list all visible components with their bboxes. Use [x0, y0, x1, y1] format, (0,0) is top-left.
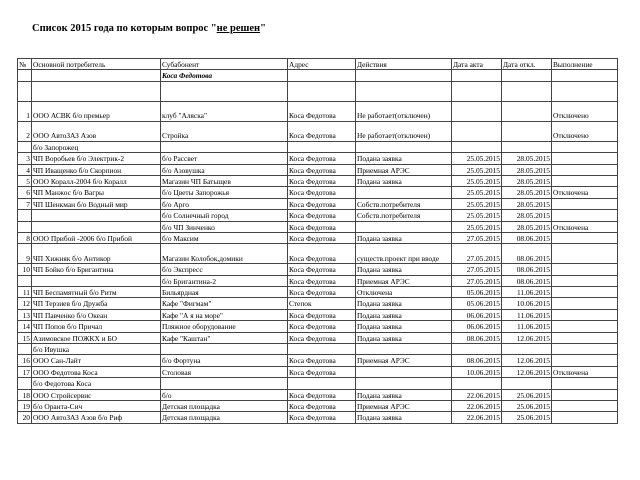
cell-act-date	[452, 81, 502, 101]
cell-act-date: 22.06.2015	[452, 400, 502, 411]
cell-done	[552, 198, 618, 209]
cell-done	[552, 164, 618, 175]
cell-done	[552, 298, 618, 309]
cell-subscriber	[161, 378, 288, 389]
cell-off-date: 25.06.2015	[502, 389, 552, 400]
cell-act-date: 22.06.2015	[452, 389, 502, 400]
cell-done	[552, 344, 618, 355]
cell-action: Подана заявка	[356, 153, 452, 164]
cell-subscriber: Столовая	[161, 366, 288, 377]
cell-done	[552, 81, 618, 101]
cell-action: Не работает(отключен)	[356, 101, 452, 121]
cell-address: Коса Федотова	[288, 321, 356, 332]
table-row	[18, 400, 618, 411]
table-row	[18, 332, 618, 343]
cell-consumer: ЧП Шенкман б/о Водный мир	[32, 198, 161, 209]
cell-off-date	[502, 81, 552, 101]
cell-number: 8	[18, 232, 32, 243]
cell-act-date: 06.06.2015	[452, 321, 502, 332]
cell-number	[18, 221, 32, 232]
cell-consumer: б/о Запорожец	[32, 141, 161, 152]
cell-consumer: б/о Оранта-Сич	[32, 400, 161, 411]
table-row	[18, 366, 618, 377]
cell-action: Подана заявка	[356, 309, 452, 320]
cell-done	[552, 400, 618, 411]
table-row	[18, 389, 618, 400]
cell-off-date	[502, 101, 552, 121]
cell-act-date	[452, 344, 502, 355]
cell-address	[288, 344, 356, 355]
cell-subscriber: б/о Арго	[161, 198, 288, 209]
cell-off-date	[502, 141, 552, 152]
cell-subscriber	[161, 141, 288, 152]
cell-off-date: 28.05.2015	[502, 187, 552, 198]
table-row	[18, 378, 618, 389]
cell-action	[356, 141, 452, 152]
table-row	[18, 264, 618, 275]
cell-act-date: 22.06.2015	[452, 412, 502, 423]
cell-number	[18, 210, 32, 221]
cell-number	[18, 275, 32, 286]
cell-action: Подана заявка	[356, 321, 452, 332]
cell-act-date: 25.05.2015	[452, 153, 502, 164]
cell-number: 16	[18, 355, 32, 366]
cell-address: Коса Федотова	[288, 164, 356, 175]
cell-address: Коса Федотова	[288, 287, 356, 298]
cell-address	[288, 81, 356, 101]
cell-subscriber: Магазин ЧП Батыщев	[161, 175, 288, 186]
cell-subscriber	[161, 344, 288, 355]
cell-consumer	[32, 221, 161, 232]
cell-number: 15	[18, 332, 32, 343]
table-row	[18, 321, 618, 332]
cell-number: 1	[18, 101, 32, 121]
cell-off-date: 08.06.2015	[502, 244, 552, 264]
cell-address: Коса Федотова	[288, 244, 356, 264]
cell-address	[288, 378, 356, 389]
cell-off-date: 28.05.2015	[502, 221, 552, 232]
cell-act-date: 05.06.2015	[452, 287, 502, 298]
cell-number: 3	[18, 153, 32, 164]
cell-subscriber: Кафе "А я на море"	[161, 309, 288, 320]
cell-act-date: 25.05.2015	[452, 164, 502, 175]
cell-off-date: 25.06.2015	[502, 412, 552, 423]
cell-action: Подана заявка	[356, 175, 452, 186]
cell-action: Подана заявка	[356, 232, 452, 243]
cell-subscriber: клуб "Аляска"	[161, 101, 288, 121]
cell-number: 17	[18, 366, 32, 377]
cell-subscriber: Магазин Колобок,домики	[161, 244, 288, 264]
cell-subscriber	[161, 81, 288, 101]
cell-consumer: ООО Федотова Коса	[32, 366, 161, 377]
cell-done: Отключена	[552, 366, 618, 377]
subheader-row	[18, 70, 618, 81]
col-header-address: Адрес	[288, 59, 356, 70]
cell-number: 6	[18, 187, 32, 198]
cell-done: Отключена	[552, 221, 618, 232]
cell-number: 2	[18, 121, 32, 141]
cell-done	[552, 332, 618, 343]
cell-subscriber: Кафе "Каштан"	[161, 332, 288, 343]
cell-subscriber: Детская площадка	[161, 400, 288, 411]
cell-act-date: 27.05.2015	[452, 264, 502, 275]
cell-action: Подана заявка	[356, 332, 452, 343]
cell-done	[552, 232, 618, 243]
cell-act-date: 08.06.2015	[452, 332, 502, 343]
cell-act-date	[452, 121, 502, 141]
cell-number: 7	[18, 198, 32, 209]
cell-number: 18	[18, 389, 32, 400]
cell-done	[552, 153, 618, 164]
cell-consumer: ЧП Иващенко б/о Скорпион	[32, 164, 161, 175]
cell-address: Коса Федотова	[288, 389, 356, 400]
title-prefix: Список 2015 года по которым вопрос "	[32, 23, 217, 34]
table-row	[18, 141, 618, 152]
cell-action	[356, 81, 452, 101]
cell-action: Подана заявка	[356, 264, 452, 275]
cell-subscriber: б/о Бригантина-2	[161, 275, 288, 286]
cell-act-date	[452, 378, 502, 389]
cell-subscriber: Кафе "Фигмам"	[161, 298, 288, 309]
cell-done	[552, 309, 618, 320]
cell-subscriber: б/о ЧП Зинченко	[161, 221, 288, 232]
cell-number	[18, 344, 32, 355]
cell-off-date: 08.06.2015	[502, 232, 552, 243]
cell-off-date	[502, 378, 552, 389]
cell-action	[356, 187, 452, 198]
cell-address: Коса Федотова	[288, 412, 356, 423]
cell-subscriber: б/о Фортуна	[161, 355, 288, 366]
cell-subscriber: б/о Экспресс	[161, 264, 288, 275]
section-subheader: Коса Федотова	[161, 70, 288, 81]
cell-action: Приемная АРЭС	[356, 355, 452, 366]
cell-action	[356, 378, 452, 389]
cell-act-date	[452, 101, 502, 121]
cell-act-date: 25.05.2015	[452, 198, 502, 209]
cell-number: 19	[18, 400, 32, 411]
cell-number: 5	[18, 175, 32, 186]
cell-act-date: 27.05.2015	[452, 275, 502, 286]
cell-act-date	[452, 141, 502, 152]
data-table	[17, 58, 618, 424]
cell-off-date: 11.06.2015	[502, 321, 552, 332]
cell-off-date: 12.06.2015	[502, 366, 552, 377]
table-row	[18, 298, 618, 309]
col-header-number: №	[18, 59, 32, 70]
table-row	[18, 153, 618, 164]
cell-address: Коса Федотова	[288, 121, 356, 141]
cell-off-date: 08.06.2015	[502, 275, 552, 286]
cell-consumer: ЧП Манжос б/о Вагры	[32, 187, 161, 198]
cell-done	[552, 264, 618, 275]
cell-off-date: 10.06.2015	[502, 298, 552, 309]
table-row	[18, 275, 618, 286]
cell-subscriber: б/о Цветы Запорожья	[161, 187, 288, 198]
cell-number: 14	[18, 321, 32, 332]
cell-consumer: ЧП Воробьев б/о Электрик-2	[32, 153, 161, 164]
col-header-done: Выполнение	[552, 59, 618, 70]
table-row	[18, 287, 618, 298]
table-row	[18, 232, 618, 243]
cell-subscriber: б/о Солнечный город	[161, 210, 288, 221]
cell-action: Подана заявка	[356, 412, 452, 423]
cell-consumer: ООО АвтоЗАЗ Азов б/о Риф	[32, 412, 161, 423]
cell-subscriber: б/о Рассвет	[161, 153, 288, 164]
cell-action: Собств.потребителя	[356, 198, 452, 209]
cell-address: Коса Федотова	[288, 187, 356, 198]
col-header-off-date: Дата откл.	[502, 59, 552, 70]
cell-address: Степок	[288, 298, 356, 309]
cell-action: Подана заявка	[356, 298, 452, 309]
document-title	[32, 23, 266, 34]
cell-done: Отключено	[552, 101, 618, 121]
table-row	[18, 121, 618, 141]
cell-off-date: 25.06.2015	[502, 400, 552, 411]
cell-address: Коса Федотова	[288, 355, 356, 366]
cell-address: Коса Федотова	[288, 309, 356, 320]
cell-off-date	[502, 344, 552, 355]
cell-off-date: 11.06.2015	[502, 287, 552, 298]
cell-consumer: б/о Федотова Коса	[32, 378, 161, 389]
cell-number: 12	[18, 298, 32, 309]
cell-subscriber: б/о Максим	[161, 232, 288, 243]
header-row	[18, 59, 618, 70]
cell-consumer: Азимовское ПОЖКХ и БО	[32, 332, 161, 343]
cell-consumer	[32, 275, 161, 286]
cell-address: Коса Федотова	[288, 175, 356, 186]
cell-done	[552, 275, 618, 286]
col-header-act-date: Дата акта	[452, 59, 502, 70]
cell-action	[356, 221, 452, 232]
cell-number: 13	[18, 309, 32, 320]
cell-address: Коса Федотова	[288, 153, 356, 164]
cell-off-date: 12.06.2015	[502, 355, 552, 366]
cell-done	[552, 141, 618, 152]
cell-consumer: ЧП Бойко б/о Бригантина	[32, 264, 161, 275]
cell-consumer: ЧП Терзиев б/о Дружба	[32, 298, 161, 309]
cell-subscriber: б/о Азовушка	[161, 164, 288, 175]
cell-off-date: 28.05.2015	[502, 153, 552, 164]
cell-address: Коса Федотова	[288, 366, 356, 377]
cell-number: 10	[18, 264, 32, 275]
table-row	[18, 344, 618, 355]
cell-action	[356, 344, 452, 355]
cell-action: Отключена	[356, 287, 452, 298]
cell-action: Не работает(отключен)	[356, 121, 452, 141]
cell-subscriber: Стройка	[161, 121, 288, 141]
cell-done	[552, 244, 618, 264]
cell-consumer: ООО Коралл-2004 б/о Коралл	[32, 175, 161, 186]
cell-act-date: 25.05.2015	[452, 210, 502, 221]
cell-act-date: 10.06.2015	[452, 366, 502, 377]
cell-done	[552, 378, 618, 389]
cell-address: Коса Федотова	[288, 275, 356, 286]
cell-off-date: 28.05.2015	[502, 198, 552, 209]
cell-act-date: 27.05.2015	[452, 244, 502, 264]
cell-address	[288, 141, 356, 152]
table-row	[18, 309, 618, 320]
table-row	[18, 355, 618, 366]
col-header-actions: Действия	[356, 59, 452, 70]
cell-consumer: ООО Прибой -2006 б/о Прибой	[32, 232, 161, 243]
table-row	[18, 412, 618, 423]
cell-action: Собств.потребителя	[356, 210, 452, 221]
cell-act-date: 25.05.2015	[452, 221, 502, 232]
col-header-subscriber: Субабонент	[161, 59, 288, 70]
cell-subscriber: б/о	[161, 389, 288, 400]
table-row	[18, 210, 618, 221]
cell-act-date: 27.05.2015	[452, 232, 502, 243]
cell-subscriber: Пляжное оборудование	[161, 321, 288, 332]
table-row	[18, 221, 618, 232]
cell-off-date: 11.06.2015	[502, 309, 552, 320]
table-row	[18, 81, 618, 101]
cell-action: Приемная АРЭС	[356, 400, 452, 411]
cell-address: Коса Федотова	[288, 198, 356, 209]
cell-consumer: ЧП Павченко б/о Океан	[32, 309, 161, 320]
title-suffix: "	[260, 23, 266, 34]
cell-subscriber: Бильярдная	[161, 287, 288, 298]
col-header-consumer: Основной потребитель	[32, 59, 161, 70]
cell-consumer: ЧП Попов б/о Причал	[32, 321, 161, 332]
cell-off-date: 12.06.2015	[502, 332, 552, 343]
cell-address: Коса Федотова	[288, 210, 356, 221]
cell-action: Приемная АРЭС	[356, 275, 452, 286]
cell-address: Коса Федотова	[288, 232, 356, 243]
table-row	[18, 187, 618, 198]
cell-action: Приемная АРЭС	[356, 164, 452, 175]
table-row	[18, 175, 618, 186]
cell-off-date: 28.05.2015	[502, 175, 552, 186]
cell-action	[356, 366, 452, 377]
cell-action: Подана заявка	[356, 389, 452, 400]
cell-done: Отключена	[552, 187, 618, 198]
cell-address: Коса Федотова	[288, 400, 356, 411]
cell-number: 9	[18, 244, 32, 264]
cell-consumer	[32, 81, 161, 101]
cell-consumer: ООО Стройсервис	[32, 389, 161, 400]
cell-done	[552, 210, 618, 221]
cell-address: Коса Федотова	[288, 101, 356, 121]
cell-done	[552, 412, 618, 423]
cell-act-date: 08.06.2015	[452, 355, 502, 366]
table-row	[18, 164, 618, 175]
cell-number: 20	[18, 412, 32, 423]
cell-number: 4	[18, 164, 32, 175]
cell-act-date: 05.06.2015	[452, 298, 502, 309]
cell-consumer: ООО АСВК б/о премьер	[32, 101, 161, 121]
cell-act-date: 25.05.2015	[452, 187, 502, 198]
cell-consumer: ООО Сан-Лайт	[32, 355, 161, 366]
cell-address: Коса Федотова	[288, 264, 356, 275]
table-row	[18, 244, 618, 264]
cell-off-date	[502, 121, 552, 141]
table-row	[18, 101, 618, 121]
cell-consumer	[32, 210, 161, 221]
title-underlined: не решен	[216, 23, 261, 34]
cell-address: Коса Федотова	[288, 332, 356, 343]
cell-done	[552, 175, 618, 186]
cell-subscriber: Детская площадка	[161, 412, 288, 423]
table-row	[18, 198, 618, 209]
cell-action: существ.проект при вводе	[356, 244, 452, 264]
cell-consumer: ЧП Беспамятный б/о Ритм	[32, 287, 161, 298]
cell-off-date: 28.05.2015	[502, 164, 552, 175]
cell-done: Отключено	[552, 121, 618, 141]
cell-act-date: 25.05.2015	[452, 175, 502, 186]
cell-consumer: ООО АвтоЗАЗ Азов	[32, 121, 161, 141]
cell-done	[552, 287, 618, 298]
cell-consumer: б/о Ивушка	[32, 344, 161, 355]
cell-done	[552, 321, 618, 332]
cell-act-date: 06.06.2015	[452, 309, 502, 320]
cell-done	[552, 389, 618, 400]
cell-consumer: ЧП Хижняк б/о Антикор	[32, 244, 161, 264]
cell-number: 11	[18, 287, 32, 298]
cell-off-date: 08.06.2015	[502, 264, 552, 275]
cell-number	[18, 141, 32, 152]
cell-done	[552, 355, 618, 366]
cell-off-date: 28.05.2015	[502, 210, 552, 221]
cell-address: Коса Федотова	[288, 221, 356, 232]
cell-number	[18, 81, 32, 101]
cell-number	[18, 378, 32, 389]
